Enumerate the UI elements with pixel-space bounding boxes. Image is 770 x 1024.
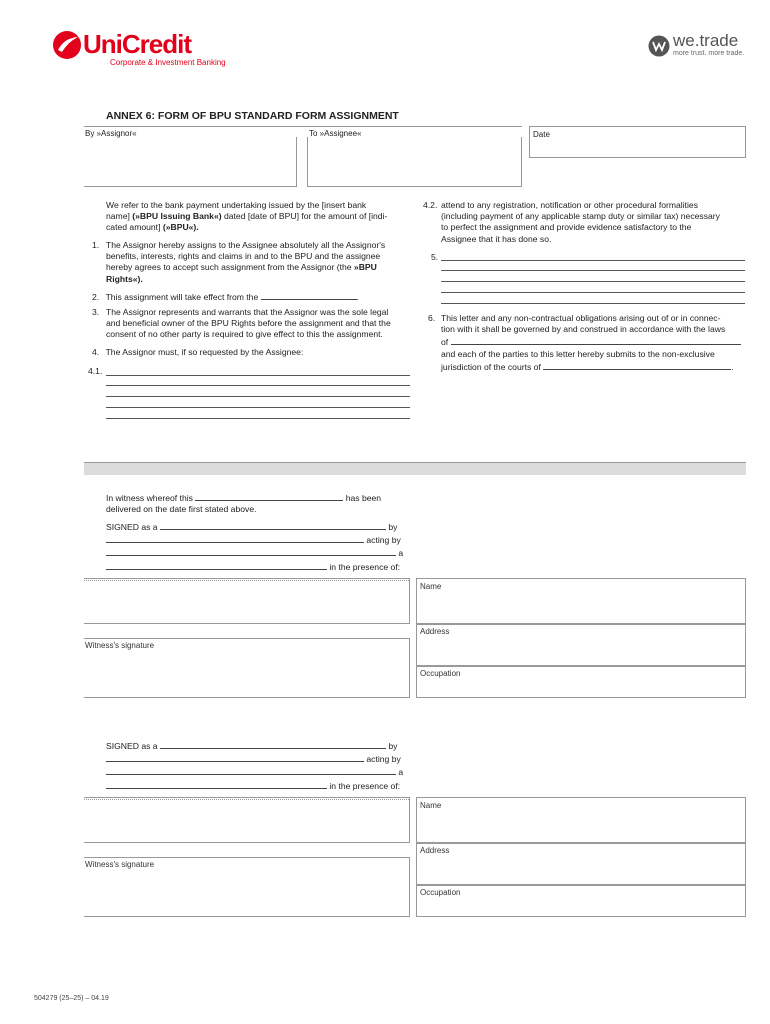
brand-subtitle: Corporate & Investment Banking [110,58,226,67]
clause-4-1-line[interactable] [106,396,410,397]
unicredit-logo-icon [52,30,82,60]
presence-line: in the presence of: [106,560,416,573]
clause-1 [92,240,412,285]
witness-paragraph [106,491,416,515]
clause-3-line: and beneficial owner of the BPU Rights before the assignment and that the [106,318,391,329]
address-field-2[interactable] [416,843,746,885]
clause-4-1-line[interactable] [106,385,410,386]
clause-5-line[interactable] [441,270,745,271]
clause-1-number: 1. [92,240,100,250]
signature-box-2-shade [84,799,409,800]
signature-box-2[interactable] [84,797,410,843]
signature-box-1-shade [84,580,409,581]
effective-date-field[interactable] [261,290,360,302]
signed-block-2 [106,739,416,792]
clause-5-line[interactable] [441,292,745,293]
form-code: 504279 (25–25) – 04.19 [34,995,109,1002]
parties-rule [84,126,522,127]
clause-6-line: of [441,335,748,348]
clause-6-line: This letter and any non-contractual obligations arising out of or in connec- [441,313,721,323]
name-label: Name [420,801,442,810]
clause-4-1-number: 4.1. [88,366,103,376]
clause-4-number: 4. [92,347,100,357]
signed-as-line: SIGNED as a by [106,741,398,751]
signed-block-1 [106,520,416,573]
acting-by-line: acting by [106,752,416,765]
a-line: a [106,546,416,559]
name-field-2[interactable] [416,797,746,843]
section-divider [84,462,746,475]
a-line: a [106,765,416,778]
presence-field[interactable] [106,560,327,570]
partner-name: we.trade [673,31,739,50]
by-label: By »Assignor« [85,129,137,138]
address-label: Address [420,846,450,855]
clause-3-line: The Assignor represents and warrants that the Assignor was the sole legal [106,307,389,317]
name-label: Name [420,582,442,591]
clause-4-2 [423,200,748,245]
presence-field[interactable] [106,779,327,789]
assignor-field[interactable] [84,137,297,187]
address-field-1[interactable] [416,624,746,666]
clause-2 [92,290,412,303]
clause-4-2-line: to perfect the assignment and provide evidence satisfactory to the [441,222,692,233]
clause-2-text: This assignment will take effect from the [105,292,259,302]
signatory-capacity-field[interactable] [160,739,386,749]
partner-tagline: more trust. more trade. [673,50,745,57]
clause-4-1-line[interactable] [106,375,410,376]
intro-paragraph [106,200,411,234]
clause-1-line: The Assignor hereby assigns to the Assignee absolutely all the Assignor's [106,240,386,250]
clause-5-line[interactable] [441,281,745,282]
clause-2-number: 2. [92,292,100,302]
date-label: Date [533,130,550,139]
clause-6 [428,313,748,373]
witness-line-2: delivered on the date first stated above. [106,504,257,515]
signatory-capacity-field[interactable] [160,520,386,530]
clause-4-text: The Assignor must, if so requested by the Assignee: [105,347,304,357]
clause-1-line: hereby agrees to accept such assignment from the Assignor (the »BPU [106,262,377,273]
clause-1-line: benefits, interests, rights and claims in and to the BPU and the assignee [106,251,381,262]
signed-as-line: SIGNED as a by [106,522,398,532]
clause-4-2-line: (including payment of any applicable stamp duty or similar tax) necessary [441,211,720,222]
page-title: ANNEX 6: FORM OF BPU STANDARD FORM ASSIGNMENT [106,110,399,122]
clause-4-1-line[interactable] [106,407,410,408]
clause-4-2-line: attend to any registration, notification or other procedural formalities [441,200,698,210]
clause-6-number: 6. [428,313,436,323]
brand-name: UniCredit [83,29,191,59]
occupation-field-2[interactable] [416,885,746,917]
document-type-field[interactable] [195,491,343,501]
intro-line-3: cated amount] (»BPU«). [106,222,199,233]
intro-line-1: We refer to the bank payment undertaking issued by the [insert bank [106,200,367,210]
name-field-1[interactable] [416,578,746,624]
witness-signature-label: Witness's signature [85,860,155,869]
occupation-label: Occupation [420,669,461,678]
acting-by-line: acting by [106,533,416,546]
clause-5-line[interactable] [441,303,745,304]
address-label: Address [420,627,450,636]
clause-5-number: 5. [431,252,439,262]
occupation-field-1[interactable] [416,666,746,698]
wetrade-logo [648,32,758,62]
clause-2-end: . [356,292,360,302]
assignee-field[interactable] [307,137,522,187]
clause-4-1-line[interactable] [106,418,410,419]
clause-6-line: jurisdiction of the courts of . [441,361,734,372]
governing-law-field[interactable] [451,335,741,345]
clause-4-2-number: 4.2. [423,200,438,210]
clause-6-line: tion with it shall be governed by and construed in accordance with the laws [441,324,726,335]
signature-box-1[interactable] [84,578,410,624]
signatory-name-field[interactable] [106,533,364,543]
witness-signature-label: Witness's signature [85,641,155,650]
unicredit-logo [52,28,226,72]
clause-4-2-line: Assignee that it has done so. [441,233,552,244]
clause-1-line: Rights«). [106,273,143,284]
wetrade-logo-icon [648,35,670,57]
presence-line: in the presence of: [106,779,416,792]
signatory-role-field[interactable] [106,765,396,775]
clause-3-line: consent of no other party is required to give effect to this the assignment. [106,329,383,340]
clause-3 [92,307,412,341]
date-field[interactable] [529,126,746,158]
witness-line-1: In witness whereof this has been [106,493,382,503]
signatory-name-field[interactable] [106,752,364,762]
clause-6-line: and each of the parties to this letter hereby submits to the non-exclusive [441,348,715,359]
to-label: To »Assignee« [309,129,362,138]
clause-4 [92,347,412,358]
jurisdiction-field[interactable] [543,360,731,370]
clause-3-number: 3. [92,307,100,317]
signatory-role-field[interactable] [106,546,396,556]
clause-5-line[interactable] [441,260,745,261]
occupation-label: Occupation [420,888,461,897]
intro-line-2: name] (»BPU Issuing Bank«) dated [date of BPU] for the amount of [indi- [106,211,388,222]
